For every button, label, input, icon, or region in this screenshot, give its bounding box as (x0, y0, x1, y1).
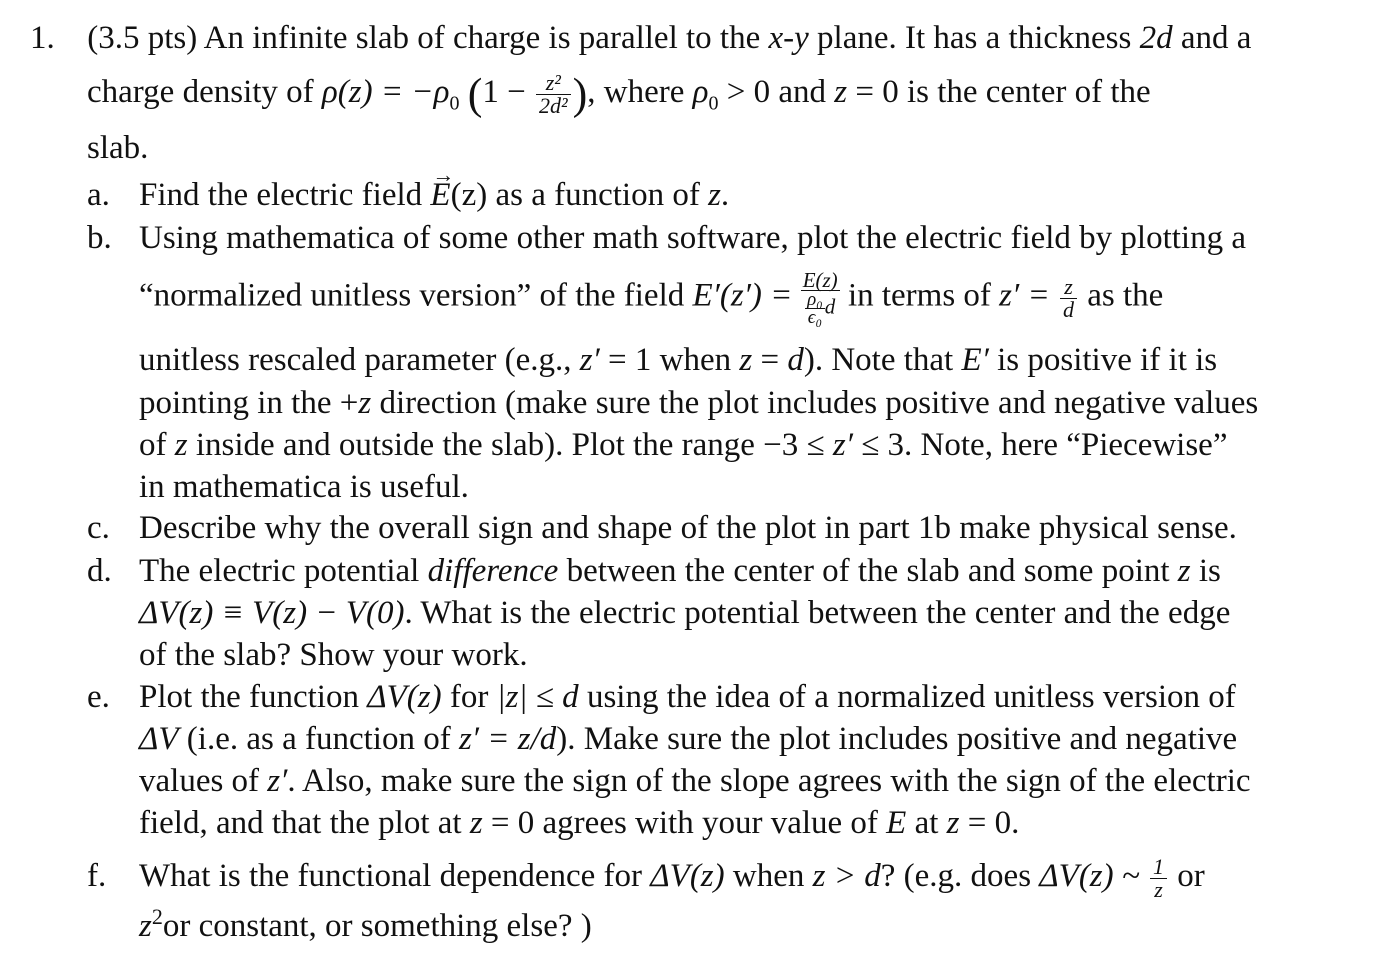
intro-text: , where (587, 74, 693, 111)
z-symbol: z (834, 74, 848, 111)
density-expression: 1 − (482, 74, 526, 111)
emphasis-text: difference (427, 553, 559, 589)
part-text: pointing in the + (139, 385, 359, 421)
part-d-line-3 (139, 635, 528, 675)
part-a (87, 175, 729, 215)
part-text: or constant, or something else? ) (162, 908, 592, 944)
problem-number: 1. (30, 20, 55, 56)
thickness-symbol: 2d (1139, 20, 1173, 56)
part-f-line-2: $z^2or$ constant, or something else? ) (139, 904, 592, 944)
part-text: (i.e. as a function of (178, 721, 459, 757)
part-b-line-6 (139, 467, 469, 507)
density-expression: ρ(z) = −ρ (321, 74, 450, 111)
part-label: d. (87, 553, 112, 589)
part-text: Find the electric field (139, 177, 431, 213)
part-text: unitless rescaled parameter (e.g., (139, 342, 580, 378)
problem-line-3 (87, 128, 148, 168)
part-text: . (720, 177, 730, 213)
part-e-line-2: ΔV (i.e. as a function of z′ = z/d). Make sure the plot includes positive and negative (139, 721, 1238, 757)
part-text: of the slab? Show your work. (139, 637, 528, 673)
part-text: The electric potential (139, 553, 428, 589)
part-text: in terms of (847, 277, 1000, 314)
intro-text: charge density of (87, 74, 322, 111)
part-text: of (139, 427, 175, 463)
subscript-zero: 0 (449, 92, 460, 115)
part-text: Describe why the overall sign and shape of the plot in part 1b make physical sense. (139, 510, 1237, 546)
potential-difference-def: ΔV(z) ≡ V(z) − V(0) (139, 595, 405, 631)
part-text: . What is the electric potential between the center and the edge (404, 595, 1231, 631)
part-text: values of (139, 763, 268, 799)
part-text: “normalized unitless version” of the field (139, 277, 693, 314)
part-label: a. (87, 177, 110, 213)
z-symbol: z (708, 177, 721, 213)
part-text: field, and that the plot at (139, 805, 470, 841)
part-label: f. (87, 858, 107, 895)
intro-text: plane. It has a thickness (808, 20, 1140, 56)
superscript-two: 2 (151, 904, 163, 929)
part-d-line-1: d. The electric potential difference between the center of the slab and some point z is (87, 553, 1221, 589)
normalized-field: E′(z′) = (692, 277, 793, 314)
part-e-line-4: field, and that the plot at z = 0 agrees with your value of E at z = 0. (139, 805, 1020, 841)
part-b-line-2 (139, 270, 1163, 326)
intro-text: (3.5 pts) An infinite slab of charge is parallel to the (87, 20, 769, 56)
paren-close: ) (572, 69, 588, 119)
rho0-symbol: ρ (692, 74, 709, 111)
part-e-line-3: values of z′. Also, make sure the sign of the slope agrees with the sign of the electric (139, 763, 1251, 799)
part-text: Plot the function (139, 679, 368, 715)
z-fraction: $\frac{z}{d}$ (1060, 276, 1077, 321)
part-c (87, 508, 1237, 548)
part-label: c. (87, 510, 110, 546)
intro-text: slab. (87, 130, 149, 166)
part-b-line-1 (87, 218, 1246, 258)
rescaled-z: z′ = (999, 277, 1050, 314)
part-text: (z) as a function of (450, 177, 709, 213)
part-f-line-1: f. What is the functional dependence for ΔV(z) when z > d? (e.g. does ΔV(z) ~ $\frac{1}{z}$ or (87, 854, 1205, 902)
density-fraction: $\frac{\text{z²}}{\text{2d²}}$ (536, 72, 571, 117)
part-b-line-4: pointing in the +z direction (make sure the plot includes positive and negative values (139, 385, 1259, 421)
intro-text: and a (1172, 20, 1252, 56)
normalized-field-fraction: E(z) $\frac{\text{ρ₀}}{\text{ϵ₀}}$ d (802, 268, 838, 328)
part-text: Using mathematica of some other math software, plot the electric field by plotting a (139, 220, 1246, 256)
inverse-z-fraction: $\frac{1}{z}$ (1150, 856, 1167, 901)
part-text: in mathematica is useful. (139, 469, 469, 505)
part-label: e. (87, 679, 110, 715)
xy-symbol: x-y (768, 20, 809, 56)
intro-text: > 0 and (718, 74, 835, 111)
part-label: b. (87, 220, 112, 256)
part-text: as the (1079, 277, 1164, 314)
paren-open: ( (467, 69, 483, 119)
part-text: What is the functional dependence for (139, 858, 651, 895)
e-field-vector: → E (430, 175, 450, 215)
part-b-line-3: unitless rescaled parameter (e.g., z′ = 1 when z = d). Note that E′ is positive if it is (139, 342, 1218, 378)
problem-line-1 (30, 18, 1251, 58)
part-d-line-2 (139, 593, 1230, 633)
part-e-line-1: e. Plot the function ΔV(z) for |z| ≤ d using the idea of a normalized unitless version of (87, 679, 1236, 715)
intro-text: = 0 is the center of the (847, 74, 1151, 111)
part-b-line-5: of z inside and outside the slab). Plot the range −3 ≤ z′ ≤ 3. Note, here “Piecewise” (139, 427, 1228, 463)
problem-line-2: charge density of $\rho(z) = -\rho_0$ (1 − $\frac{\text{z²}}{\text{2d²}}$ ), where $\rho_0 > 0$ and z = 0 is the center of the (87, 69, 1151, 119)
